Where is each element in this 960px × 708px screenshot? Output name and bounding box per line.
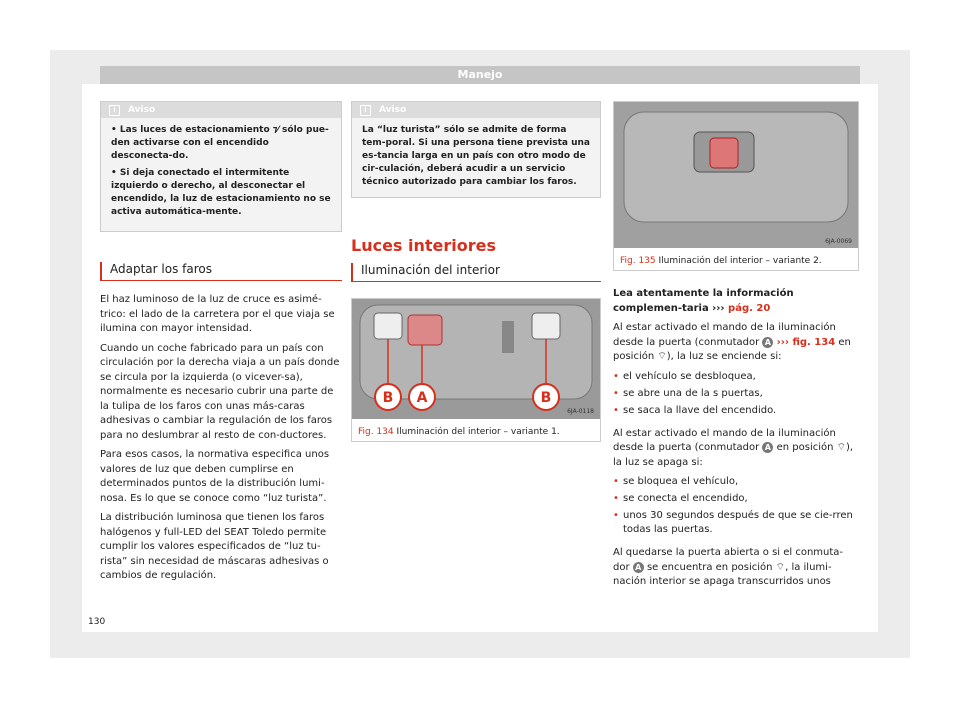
page-content (82, 84, 878, 632)
list-off (613, 475, 859, 537)
list-item: • se abre una de la s puertas, (613, 387, 859, 401)
figure-number: Fig. 135 (620, 256, 656, 266)
list-item: • unos 30 segundos después de que se cie-rren todas las puertas. (613, 509, 859, 537)
column-middle (351, 101, 601, 442)
interior-light-illustration (352, 299, 600, 419)
figure-134 (351, 298, 601, 442)
page-header: Manejo (100, 66, 860, 84)
list-item: • se bloquea el vehículo, (613, 475, 859, 489)
warning-note: i Aviso La “luz turista” sólo se admite de forma tem-poral. Si una persona tiene prevista una es-tancia larga en un país con otro modo de cir-culación, deberá acudir a un servicio técnico autorizado para cambiar los faros. (351, 101, 601, 198)
subsection-title: Iluminación del interior (351, 263, 601, 282)
paragraph: Al estar activado el mando de la iluminación desde la puerta (conmutador A ››› fig. 134 en posición ⌔), la luz se enciende si: (613, 322, 851, 362)
list-on (613, 370, 859, 418)
interior-light-illustration-2 (614, 102, 858, 248)
figure-number: Fig. 134 (358, 427, 394, 437)
paragraph: Al estar activado el mando de la iluminación desde la puerta (conmutador A en posición ⌔), la luz se apaga si: (613, 427, 854, 468)
paragraph: Cuando un coche fabricado para un país con circulación por la derecha viaja a un país donde se circula por la izquierda (o vicever-sa), normalmente es necesario cubrir una parte de la tulipa de los faros con unas más-caras adhesivas o cambiar la regulación de los faros para no deslumbrar al resto de con-ductores. (100, 342, 340, 441)
list-item: • se conecta el encendido, (613, 492, 859, 506)
figure-code: 6JA-0069 (825, 238, 852, 245)
figure-135 (613, 101, 859, 271)
note-item: • Las luces de estacionamiento ⁊⁄ sólo pue-den activarse con el encendido desconecta-do. (111, 125, 329, 161)
section-title: Adaptar los faros (100, 262, 342, 281)
figure-code: 6JA-0118 (567, 408, 594, 415)
list-item: • se saca la llave del encendido. (613, 404, 859, 418)
paragraph: El haz luminoso de la luz de cruce es asimé-trico: el lado de la carretera por el que viaja se ilumina con mayor intensidad. (100, 294, 335, 334)
page-reference[interactable]: pág. 20 (728, 302, 771, 314)
figure-caption: Iluminación del interior – variante 1. (396, 427, 560, 437)
info-icon: i (109, 105, 120, 116)
column-left (100, 101, 342, 589)
label-a: A (416, 390, 428, 406)
column-right (613, 101, 859, 595)
list-item: • el vehículo se desbloquea, (613, 370, 859, 384)
figure-caption: Iluminación del interior – variante 2. (658, 256, 822, 266)
label-b-right: B (540, 390, 552, 406)
section-heading: Luces interiores (351, 236, 497, 255)
info-icon: i (360, 105, 371, 116)
label-b-left: B (382, 390, 394, 406)
paragraph: La distribución luminosa que tienen los faros halógenos y full-LED del SEAT Toledo permite cumplir los valores especificados de “luz tu-rista” sin necesidad de máscaras adhesivas o cambios de regulación. (100, 512, 329, 581)
page-number: 130 (88, 617, 106, 627)
warning-note: i Aviso • Las luces de estacionamiento ⁊⁄ sólo pue-den activarse con el encendido desconecta-do. • Si deja conectado el intermitente izquierdo o derecho, al desconectar el encendido, la luz de estacionamiento no se activa automática-mente. (100, 101, 342, 232)
paragraph: Para esos casos, la normativa especifica unos valores de luz que deben cumplirse en determinados puntos de la distribución lumi-nosa. Es lo que se conoce como “luz turista”. (100, 449, 330, 504)
paragraph: Al quedarse la puerta abierta o si el conmuta-dor A se encuentra en posición ⌔, la ilumi-nación interior se apaga transcurridos unos (613, 547, 844, 587)
intro-paragraph: Lea atentamente la información complemen-taria ››› pág. 20 (613, 288, 794, 314)
note-item: • Si deja conectado el intermitente izquierdo o derecho, al desconectar el encendido, la luz de estacionamiento no se activa automática-mente. (111, 168, 331, 217)
